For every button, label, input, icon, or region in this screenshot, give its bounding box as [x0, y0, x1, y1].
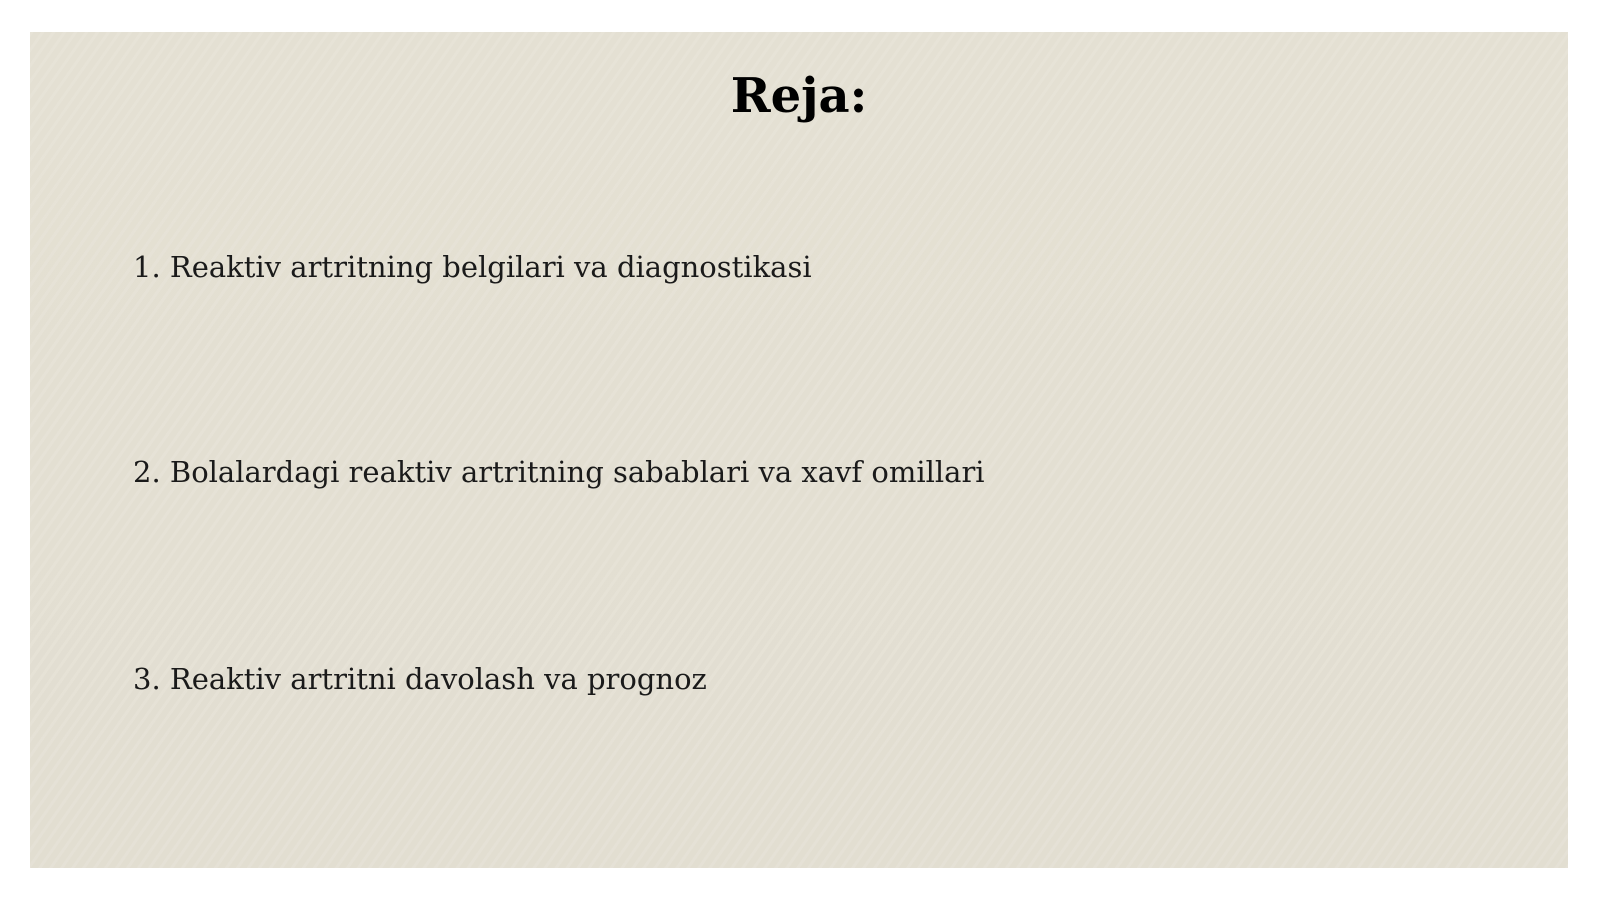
plan-item-3: 3. Reaktiv artritni davolash va prognoz — [133, 662, 707, 696]
plan-item-2: 2. Bolalardagi reaktiv artritning sabablari va xavf omillari — [133, 455, 985, 489]
plan-item-1: 1. Reaktiv artritning belgilari va diagnostikasi — [133, 250, 812, 284]
slide — [30, 32, 1568, 868]
slide-title: Reja: — [730, 68, 868, 124]
